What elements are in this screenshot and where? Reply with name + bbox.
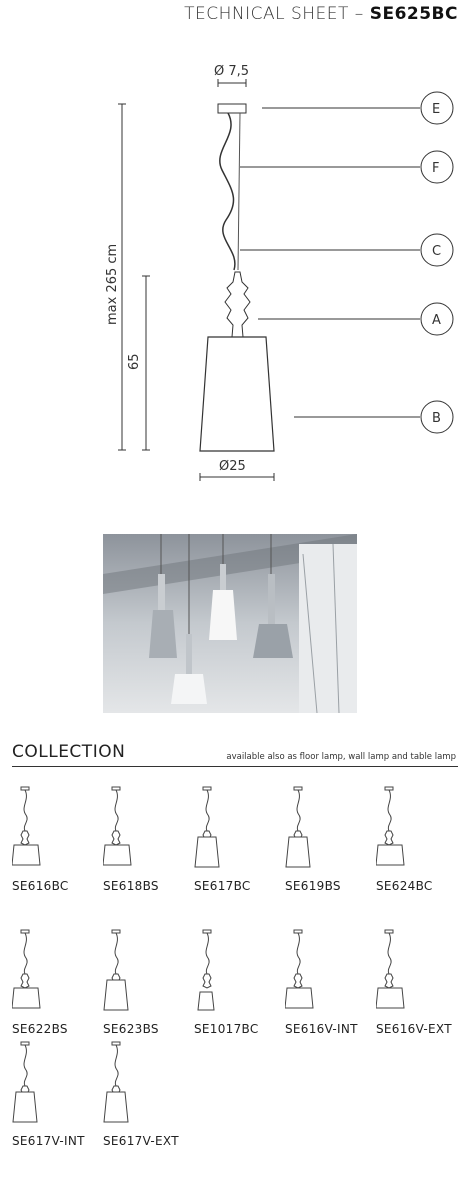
collection-item	[12, 1040, 102, 1148]
dim-body-label: 65	[127, 353, 142, 370]
collection-item-code: SE624BC	[376, 879, 433, 893]
lamp-thumbnail-icon	[194, 928, 226, 1014]
lamp-thumbnail-icon	[285, 785, 317, 871]
callout-a	[421, 303, 453, 335]
svg-text:B: B	[432, 411, 441, 426]
lamp-thumbnail-icon	[194, 785, 226, 871]
collection-item	[103, 928, 193, 1036]
collection-item-code: SE616V-INT	[285, 1022, 358, 1036]
collection-item-code: SE1017BC	[194, 1022, 259, 1036]
callout-b	[421, 401, 453, 433]
collection-item	[103, 785, 193, 893]
collection-item	[103, 1040, 193, 1148]
lamp-thumbnail-icon	[103, 928, 135, 1014]
collection-note: available also as floor lamp, wall lamp and table lamp	[226, 752, 456, 762]
dim-bottom-label: Ø25	[219, 459, 246, 474]
svg-text:A: A	[432, 313, 441, 328]
collection-item-code: SE617V-INT	[12, 1134, 85, 1148]
collection-item-code: SE616V-EXT	[376, 1022, 452, 1036]
title-prefix: TECHNICAL SHEET –	[184, 4, 370, 24]
collection-item-code: SE623BS	[103, 1022, 159, 1036]
collection-item	[194, 928, 284, 1036]
lamp-thumbnail-icon	[376, 785, 408, 871]
dim-total-label: max 265 cm	[105, 243, 120, 325]
collection-item-code: SE618BS	[103, 879, 159, 893]
collection-item-code: SE617V-EXT	[103, 1134, 179, 1148]
ambient-photo	[103, 534, 357, 713]
lamp-thumbnail-icon	[12, 785, 44, 871]
collection-item-code: SE616BC	[12, 879, 69, 893]
collection-item	[376, 928, 466, 1036]
technical-drawing	[0, 40, 476, 500]
collection-item	[285, 928, 375, 1036]
collection-item	[12, 928, 102, 1036]
dim-top-label: Ø 7,5	[214, 64, 250, 79]
collection-title: COLLECTION	[12, 742, 126, 762]
svg-text:F: F	[432, 161, 440, 176]
lamp-thumbnail-icon	[285, 928, 317, 1014]
title-code: SE625BC	[369, 4, 458, 24]
collection-item-code: SE622BS	[12, 1022, 68, 1036]
callout-e	[421, 92, 453, 124]
lamp-thumbnail-icon	[376, 928, 408, 1014]
page-title	[184, 4, 458, 24]
callout-f	[421, 151, 453, 183]
collection-item	[285, 785, 375, 893]
collection-item-code: SE617BC	[194, 879, 251, 893]
callout-c	[421, 234, 453, 266]
collection-item	[376, 785, 466, 893]
lamp-thumbnail-icon	[103, 785, 135, 871]
lamp-thumbnail-icon	[103, 1040, 135, 1126]
lamp-thumbnail-icon	[12, 928, 44, 1014]
collection-item	[194, 785, 284, 893]
svg-text:C: C	[432, 244, 442, 259]
svg-text:E: E	[432, 102, 441, 117]
collection-item-code: SE619BS	[285, 879, 341, 893]
collection-item	[12, 785, 102, 893]
collection-divider	[12, 766, 458, 767]
lamp-thumbnail-icon	[12, 1040, 44, 1126]
